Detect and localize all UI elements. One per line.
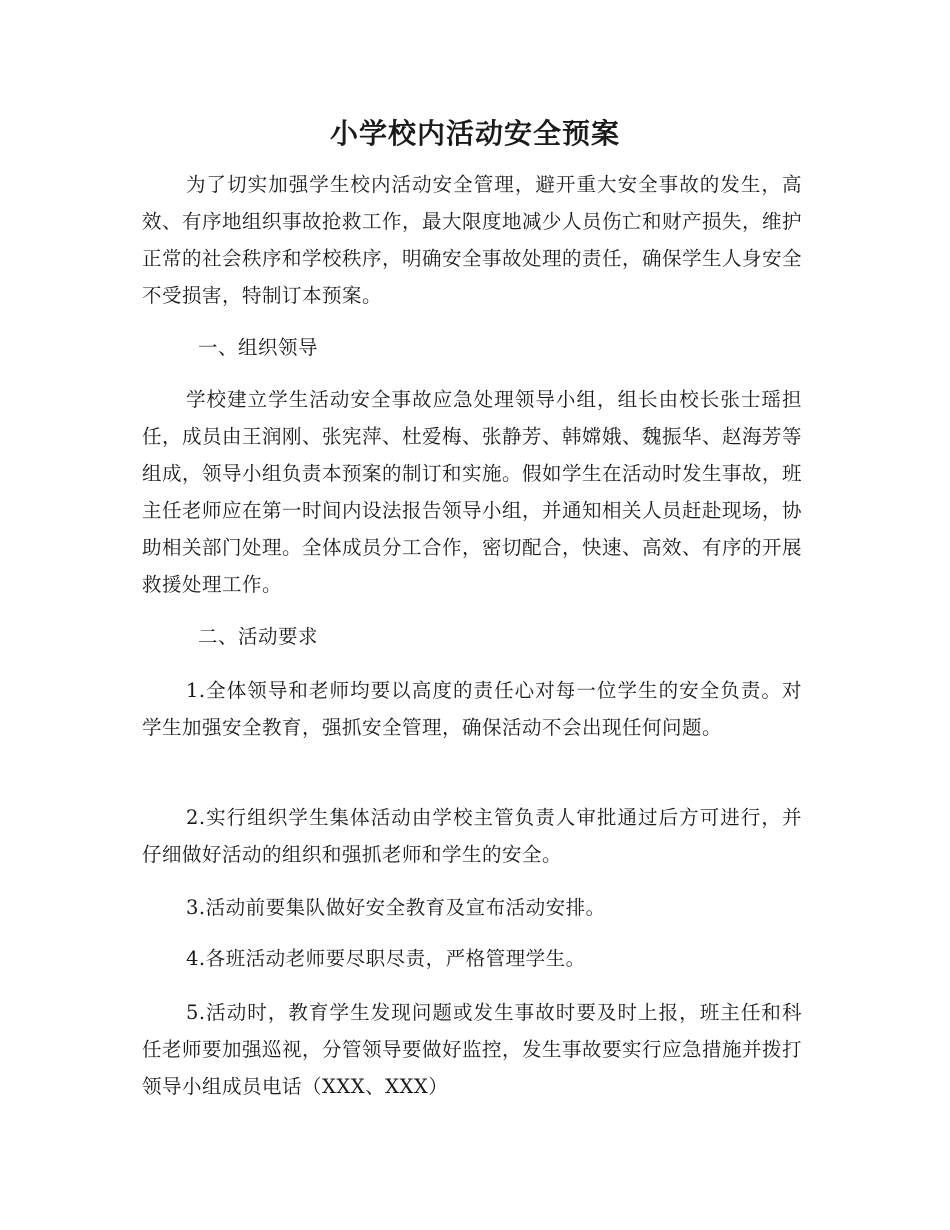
document-title: 小学校内活动安全预案 [329, 117, 620, 150]
requirement-item-5: 5.活动时，教育学生发现问题或发生事故时要及时上报，班主任和科任老师要加强巡视，分管领导要做好监控，发生事故要实行应急措施并拨打领导小组成员电话（XXX、XXX） [142, 1001, 803, 1098]
requirement-item-1: 1.全体领导和老师均要以高度的责任心对每一位学生的安全负责。对学生加强安全教育，强抓安全管理，确保活动不会出现任何问题。 [142, 679, 802, 739]
requirement-item-3: 3.活动前要集队做好安全教育及宣布活动安排。 [186, 896, 606, 919]
requirement-item-2: 2.实行组织学生集体活动由学校主管负责人审批通过后方可进行，并仔细做好活动的组织和强抓老师和学生的安全。 [142, 806, 802, 866]
section-heading-organization: 一、组织领导 [198, 336, 319, 359]
intro-paragraph: 为了切实加强学生校内活动安全管理，避开重大安全事故的发生，高效、有序地组织事故抢救工作，最大限度地减少人员伤亡和财产损失，维护正常的社会秩序和学校秩序，明确安全事故处理的责任，确保学生人身安全不受损害，特制订本预案。 [142, 173, 803, 307]
organization-paragraph: 学校建立学生活动安全事故应急处理领导小组，组长由校长张士瑶担任，成员由王润刚、张宪萍、杜爱梅、张静芳、韩嫦娥、魏振华、赵海芳等组成，领导小组负责本预案的制订和实施。假如学生在活动时发生事故，班主任老师应在第一时间内设法报告领导小组，并通知相关人员赶赴现场，协助相关部门处理。全体成员分工合作，密切配合，快速、高效、有序的开展救援处理工作。 [142, 388, 803, 596]
requirement-item-4: 4.各班活动老师要尽职尽责，严格管理学生。 [186, 947, 586, 970]
section-heading-requirements: 二、活动要求 [198, 625, 319, 648]
